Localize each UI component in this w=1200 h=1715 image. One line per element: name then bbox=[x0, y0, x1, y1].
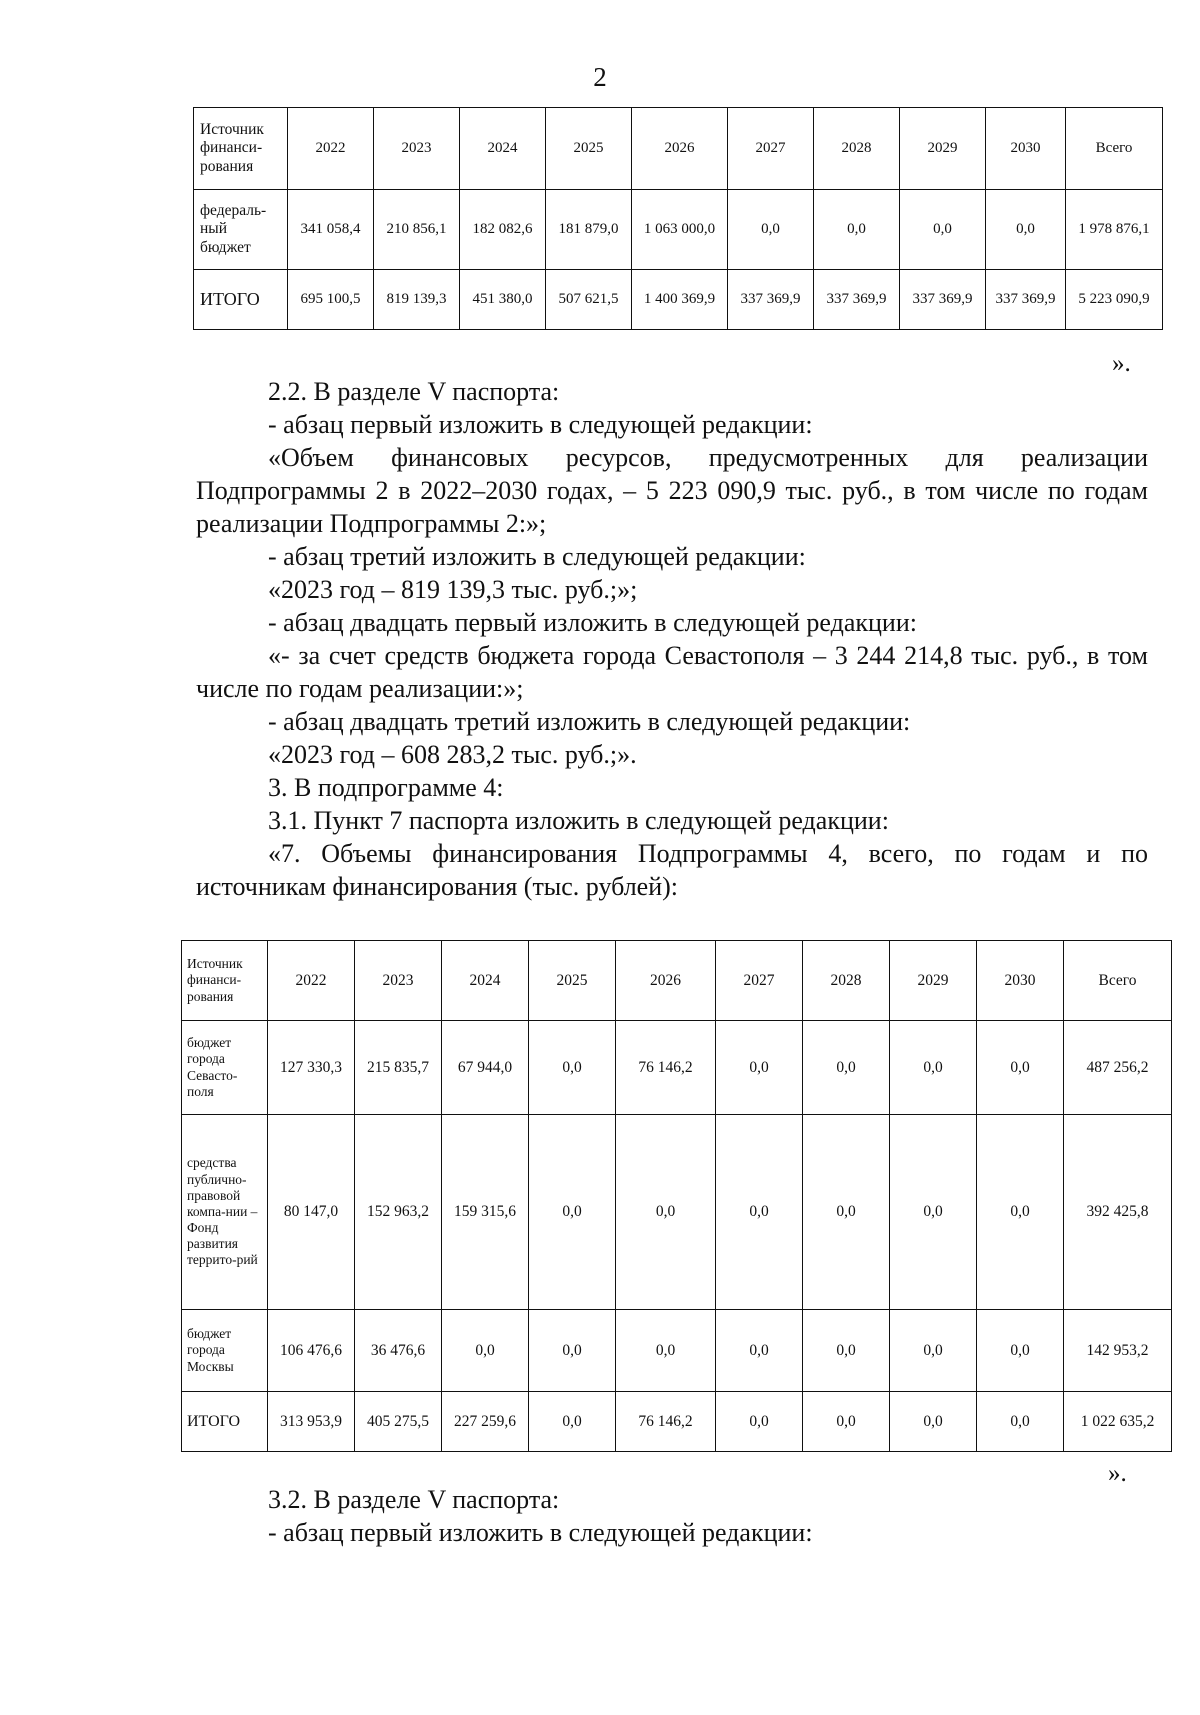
table-cell: 819 139,3 bbox=[374, 270, 460, 330]
table-cell: 152 963,2 bbox=[355, 1115, 442, 1310]
header-cell: 2023 bbox=[374, 108, 460, 190]
table-row bbox=[182, 1021, 1172, 1115]
table-cell: 0,0 bbox=[803, 1310, 890, 1392]
table-cell: 0,0 bbox=[616, 1115, 716, 1310]
table-cell: 1 400 369,9 bbox=[632, 270, 728, 330]
table-cell: 0,0 bbox=[986, 190, 1066, 270]
closing-quote: ». bbox=[1112, 350, 1131, 377]
funding-table-subprogram-2 bbox=[193, 107, 1163, 330]
paragraph: «- за счет средств бюджета города Севастополя – 3 244 214,8 тыс. руб., в том числе по годам реализации:»; bbox=[196, 641, 1148, 703]
paragraph: 3.1. Пункт 7 паспорта изложить в следующей редакции: bbox=[268, 806, 889, 835]
paragraph: - абзац двадцать первый изложить в следующей редакции: bbox=[268, 608, 917, 637]
table-cell: 5 223 090,9 bbox=[1066, 270, 1163, 330]
table-cell: 36 476,6 bbox=[355, 1310, 442, 1392]
table-row bbox=[182, 1310, 1172, 1392]
paragraph: 3. В подпрограмме 4: bbox=[268, 773, 504, 802]
table-cell: 0,0 bbox=[803, 1392, 890, 1452]
header-cell: 2030 bbox=[977, 941, 1064, 1021]
table-cell: 337 369,9 bbox=[728, 270, 814, 330]
paragraph: - абзац первый изложить в следующей редакции: bbox=[268, 1518, 813, 1547]
header-cell: 2024 bbox=[460, 108, 546, 190]
header-cell: 2022 bbox=[288, 108, 374, 190]
table-cell: 0,0 bbox=[529, 1115, 616, 1310]
table-cell: 695 100,5 bbox=[288, 270, 374, 330]
closing-quote: ». bbox=[1108, 1460, 1127, 1487]
page-number: 2 bbox=[593, 62, 607, 92]
table-cell: 337 369,9 bbox=[986, 270, 1066, 330]
paragraph: «2023 год – 608 283,2 тыс. руб.;». bbox=[268, 740, 637, 769]
paragraph: «2023 год – 819 139,3 тыс. руб.;»; bbox=[268, 575, 638, 604]
table-cell: 0,0 bbox=[977, 1021, 1064, 1115]
header-cell: 2028 bbox=[803, 941, 890, 1021]
table-cell: 313 953,9 bbox=[268, 1392, 355, 1452]
funding-table-subprogram-4 bbox=[181, 940, 1172, 1452]
header-cell: Источник финанси-рования bbox=[194, 108, 288, 190]
table-cell: 1 978 876,1 bbox=[1066, 190, 1163, 270]
table-cell: 405 275,5 bbox=[355, 1392, 442, 1452]
table-row bbox=[194, 190, 1163, 270]
header-cell: 2029 bbox=[900, 108, 986, 190]
paragraph: 2.2. В разделе V паспорта: bbox=[268, 377, 560, 406]
paragraph: «7. Объемы финансирования Подпрограммы 4, всего, по годам и по источникам финансирования (тыс. рублей): bbox=[196, 839, 1148, 901]
table-cell: 182 082,6 bbox=[460, 190, 546, 270]
table-cell: 142 953,2 bbox=[1064, 1310, 1172, 1392]
table-cell: 0,0 bbox=[890, 1115, 977, 1310]
table-cell: 76 146,2 bbox=[616, 1392, 716, 1452]
header-cell: Всего bbox=[1064, 941, 1172, 1021]
paragraph: 3.2. В разделе V паспорта: bbox=[268, 1485, 560, 1514]
table-cell: 337 369,9 bbox=[900, 270, 986, 330]
table-cell: 0,0 bbox=[890, 1021, 977, 1115]
table-cell: 67 944,0 bbox=[442, 1021, 529, 1115]
table-cell: 0,0 bbox=[728, 190, 814, 270]
table-cell: 0,0 bbox=[977, 1392, 1064, 1452]
header-cell: Источник финанси-рования bbox=[182, 941, 268, 1021]
header-cell: 2025 bbox=[529, 941, 616, 1021]
row-label: ИТОГО bbox=[194, 270, 288, 330]
table-cell: 215 835,7 bbox=[355, 1021, 442, 1115]
table-cell: 0,0 bbox=[716, 1021, 803, 1115]
row-label: ИТОГО bbox=[182, 1392, 268, 1452]
table-cell: 0,0 bbox=[900, 190, 986, 270]
header-cell: 2026 bbox=[632, 108, 728, 190]
table-cell: 106 476,6 bbox=[268, 1310, 355, 1392]
table-cell: 181 879,0 bbox=[546, 190, 632, 270]
table-cell: 0,0 bbox=[442, 1310, 529, 1392]
row-label: средства публично-правовой компа-нии – Фонд развития террито-рий bbox=[182, 1115, 268, 1310]
table-cell: 1 022 635,2 bbox=[1064, 1392, 1172, 1452]
header-cell: 2022 bbox=[268, 941, 355, 1021]
paragraph: «Объем финансовых ресурсов, предусмотренных для реализации Подпрограммы 2 в 2022–2030 годах, – 5 223 090,9 тыс. руб., в том числе по годам реализации Подпрограммы 2:»; bbox=[196, 443, 1148, 538]
table-cell: 392 425,8 bbox=[1064, 1115, 1172, 1310]
paragraph: - абзац первый изложить в следующей редакции: bbox=[268, 410, 813, 439]
header-cell: 2026 bbox=[616, 941, 716, 1021]
table-cell: 1 063 000,0 bbox=[632, 190, 728, 270]
table-row bbox=[182, 1115, 1172, 1310]
table-cell: 210 856,1 bbox=[374, 190, 460, 270]
table-cell: 0,0 bbox=[616, 1310, 716, 1392]
header-cell: 2029 bbox=[890, 941, 977, 1021]
header-cell: 2025 bbox=[546, 108, 632, 190]
table-cell: 0,0 bbox=[529, 1310, 616, 1392]
table-cell: 0,0 bbox=[890, 1310, 977, 1392]
header-cell: 2023 bbox=[355, 941, 442, 1021]
header-cell: Всего bbox=[1066, 108, 1163, 190]
table-cell: 159 315,6 bbox=[442, 1115, 529, 1310]
table-cell: 0,0 bbox=[716, 1115, 803, 1310]
table-cell: 487 256,2 bbox=[1064, 1021, 1172, 1115]
table-cell: 0,0 bbox=[529, 1392, 616, 1452]
table-header-row bbox=[182, 941, 1172, 1021]
table-row-total bbox=[194, 270, 1163, 330]
table-cell: 0,0 bbox=[716, 1310, 803, 1392]
row-label: бюджет города Севасто-поля bbox=[182, 1021, 268, 1115]
paragraph: - абзац третий изложить в следующей редакции: bbox=[268, 542, 806, 571]
paragraph: - абзац двадцать третий изложить в следующей редакции: bbox=[268, 707, 911, 736]
table-cell: 0,0 bbox=[529, 1021, 616, 1115]
table-cell: 451 380,0 bbox=[460, 270, 546, 330]
table-cell: 341 058,4 bbox=[288, 190, 374, 270]
table-cell: 80 147,0 bbox=[268, 1115, 355, 1310]
table-cell: 0,0 bbox=[803, 1115, 890, 1310]
table-cell: 0,0 bbox=[716, 1392, 803, 1452]
table-cell: 0,0 bbox=[890, 1392, 977, 1452]
table-cell: 337 369,9 bbox=[814, 270, 900, 330]
table-cell: 127 330,3 bbox=[268, 1021, 355, 1115]
table-cell: 0,0 bbox=[977, 1310, 1064, 1392]
table-cell: 227 259,6 bbox=[442, 1392, 529, 1452]
table-cell: 507 621,5 bbox=[546, 270, 632, 330]
table-cell: 0,0 bbox=[977, 1115, 1064, 1310]
row-label: федераль-ный бюджет bbox=[194, 190, 288, 270]
header-cell: 2030 bbox=[986, 108, 1066, 190]
table-cell: 0,0 bbox=[803, 1021, 890, 1115]
header-cell: 2028 bbox=[814, 108, 900, 190]
row-label: бюджет города Москвы bbox=[182, 1310, 268, 1392]
header-cell: 2027 bbox=[728, 108, 814, 190]
table-cell: 0,0 bbox=[814, 190, 900, 270]
header-cell: 2024 bbox=[442, 941, 529, 1021]
table-cell: 76 146,2 bbox=[616, 1021, 716, 1115]
table-header-row bbox=[194, 108, 1163, 190]
table-row-total bbox=[182, 1392, 1172, 1452]
header-cell: 2027 bbox=[716, 941, 803, 1021]
